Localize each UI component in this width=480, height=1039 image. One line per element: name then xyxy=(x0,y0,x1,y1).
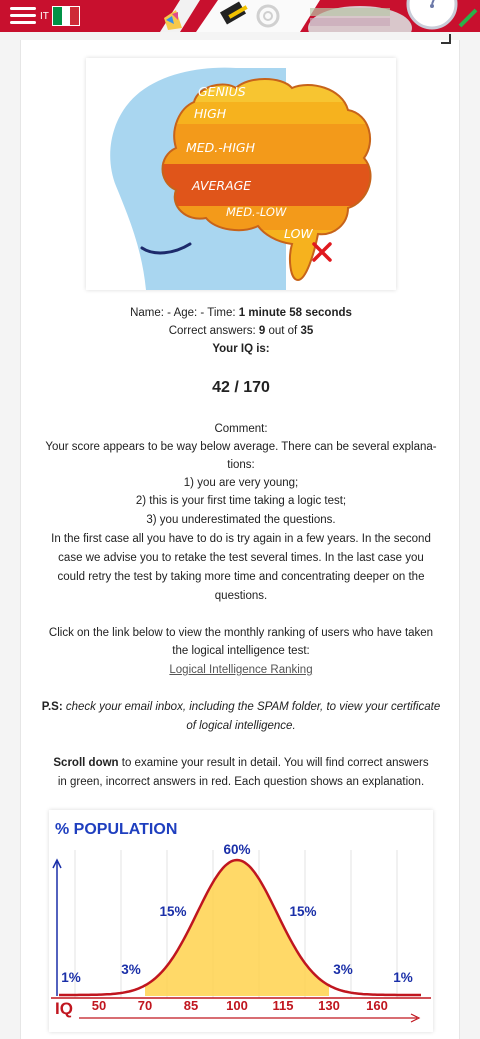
language-code[interactable]: IT xyxy=(40,11,49,22)
band-label-low: LOW xyxy=(284,226,313,241)
comment-advice: questions. xyxy=(214,590,268,602)
x-tick-label: 50 xyxy=(91,998,107,1013)
comment-heading: Comment: xyxy=(214,423,268,435)
scroll-text: to examine your result in detail. You will find correct answers xyxy=(121,757,429,769)
comment-item: 1) you are very young; xyxy=(183,477,299,489)
scroll-hint: in green, incorrect answers in red. Each question shows an explanation. xyxy=(57,776,425,788)
total-value: 35 xyxy=(300,325,314,337)
menu-icon[interactable] xyxy=(10,7,36,25)
x-tick-label: 70 xyxy=(137,998,153,1013)
result-card xyxy=(20,40,460,1039)
band-label-med-high: MED.-HIGH xyxy=(186,140,255,155)
age-label: Age: - xyxy=(173,307,205,319)
x-tick-label: 115 xyxy=(272,998,294,1013)
time-label: Time: xyxy=(207,307,236,319)
region-percent-label: 1% xyxy=(61,970,81,985)
scroll-bold: Scroll down xyxy=(53,757,119,769)
time-value: 1 minute 58 seconds xyxy=(238,307,352,319)
ps-line xyxy=(21,698,461,717)
x-tick-label: 130 xyxy=(318,998,340,1013)
iq-score: 42 / 170 xyxy=(212,379,270,396)
x-tick-label: 100 xyxy=(226,998,248,1013)
expand-corner-icon[interactable] xyxy=(441,34,451,44)
result-info-line xyxy=(21,304,461,323)
comment-item: 2) this is your first time taking a logic test; xyxy=(135,495,347,507)
out-of-label: out of xyxy=(268,325,298,337)
band-label-high: HIGH xyxy=(194,106,227,121)
comment-advice: could retry the test by taking more time and concentrating deeper on the xyxy=(57,571,425,583)
region-percent-label: 15% xyxy=(159,904,187,919)
ps-line: of logical intelligence. xyxy=(186,720,296,732)
brain-iq-illustration xyxy=(86,58,396,290)
region-percent-label: 1% xyxy=(393,970,413,985)
ranking-link[interactable]: Logical Intelligence Ranking xyxy=(169,664,313,676)
x-tick-label: 85 xyxy=(183,998,199,1013)
ranking-text: Click on the link below to view the monthly ranking of users who have taken xyxy=(48,627,434,639)
comment-line: tions: xyxy=(227,459,255,471)
band-label-average: AVERAGE xyxy=(192,178,252,193)
ranking-text: the logical intelligence test: xyxy=(172,645,310,657)
x-tick-label: 160 xyxy=(366,998,388,1013)
x-axis-label: IQ xyxy=(55,999,73,1018)
region-percent-label: 15% xyxy=(289,904,317,919)
chart-title: % POPULATION xyxy=(55,821,178,838)
red-x-marker-icon xyxy=(314,244,330,260)
region-percent-label: 60% xyxy=(223,842,251,857)
curve-fill-area xyxy=(145,860,329,996)
italy-flag-icon[interactable] xyxy=(52,6,80,26)
header-banner-image xyxy=(160,0,480,32)
ps-text: check your email inbox, including the SPAM folder, to view your certificate xyxy=(65,701,441,713)
name-label: Name: - xyxy=(130,307,171,319)
top-bar xyxy=(0,0,480,32)
clock-icon xyxy=(408,0,456,28)
correct-answers-line xyxy=(21,322,461,341)
comment-advice: case we advise you to retake the test several times. In the last case you xyxy=(58,552,424,564)
comment-advice: In the first case all you have to do is try again in a few years. In the second xyxy=(51,533,431,545)
iq-label: Your IQ is: xyxy=(212,343,270,355)
ranking-link-row xyxy=(21,661,461,680)
comment-item: 3) you underestimated the questions. xyxy=(146,514,336,526)
correct-label: Correct answers: xyxy=(168,325,256,337)
band-label-med-low: MED.-LOW xyxy=(226,205,287,219)
region-percent-label: 3% xyxy=(333,962,353,977)
iq-distribution-chart xyxy=(49,810,433,1032)
comment-line: Your score appears to be way below average. There can be several explana- xyxy=(45,441,437,453)
region-percent-label: 3% xyxy=(121,962,141,977)
band-label-genius: GENIUS xyxy=(198,84,246,99)
ps-label: P.S: xyxy=(41,701,63,713)
correct-value: 9 xyxy=(258,325,266,337)
scroll-hint xyxy=(21,754,461,773)
